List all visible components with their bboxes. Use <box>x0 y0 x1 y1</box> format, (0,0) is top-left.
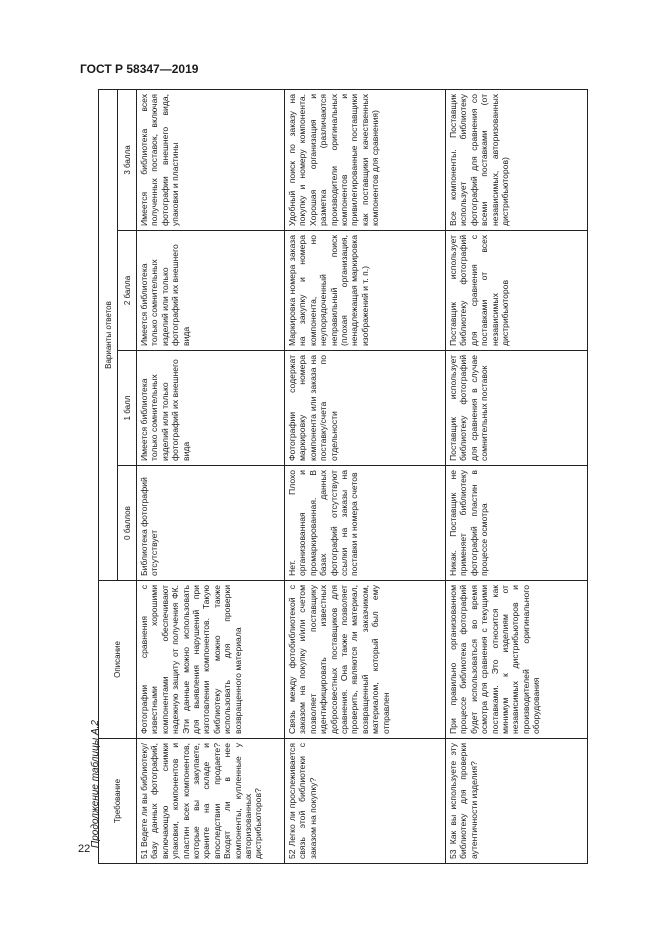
cell-score2: Маркировка номера заказа на закупку и номера компонента, но неупорядоченный неправильный поиск (плохая организация, ненадлежащая маркировка изображений и т. п.) <box>285 231 446 351</box>
cell-requirement: 52 Легко ли прослеживается связь этой библиотеки с заказом на покупку? <box>285 739 446 864</box>
cell-score1: Имеется библиотека только сомнительных изделий или только фотографий их внешнего вида <box>137 351 285 466</box>
cell-score2: Имеется библиотека только сомнительных изделий или только фотографий их внешнего вида <box>137 231 285 351</box>
cell-score1: Фотографии содержат маркировку номера компонента или заказа на поставку/счета по отдельности <box>285 351 446 466</box>
col-score0: 0 баллов <box>118 466 137 581</box>
table-row <box>285 89 446 863</box>
cell-score3: Удобный поиск по заказу на покупку и номеру компонента. Хорошая организация и разметка (различаются производители оригинальных компонентов и привилегированные поставщики как поставщики качественных компонентов для сравнения) <box>285 89 446 230</box>
col-score3: 3 балла <box>118 89 137 230</box>
table-continuation-caption: Продолжение таблицы А.2 <box>90 720 101 848</box>
col-description: Описание <box>99 581 137 739</box>
header-row <box>99 89 118 863</box>
cell-score0: Нет. Плохо организованная и промаркированная. В базах данных фотографий отсутствуют ссылки на заказы на поставки и номера счетов <box>285 466 446 581</box>
page-number: 22 <box>78 843 91 855</box>
requirements-table <box>98 89 588 864</box>
col-requirement: Требование <box>99 739 137 864</box>
cell-score1: Поставщик использует библиотеку фотографий для сравнения в случае сомнительных поставок <box>446 351 588 466</box>
cell-description: При правильно организованном процессе библиотека фотографий будет использоваться во время осмотра для сравнения с текущими поставками. Это относится как минимум к изделиям от независимых дистрибьюторов и производителей оригинального оборудования <box>446 581 588 739</box>
cell-score3: Все компоненты. Поставщик использует библиотеку фотографий для сравнения со всеми поставками (от независимых, авторизованных дистрибьюторов) <box>446 89 588 230</box>
cell-description: Фотографии сравнения с известными хорошими компонентами обеспечивают надежную защиту от получения ФК. Эти данные можно использовать для выявления нарушений при изготовлении компонентов. Такую библиотеку можно также использовать для проверки возвращенного материала <box>137 581 285 739</box>
col-score1: 1 балл <box>118 351 137 466</box>
cell-score2: Поставщик использует библиотеку фотографий для сравнения с поставками от всех независимых дистрибьюторов <box>446 231 588 351</box>
cell-requirement: 51 Ведете ли вы библиотеку/базу данных фотографий, включающую снимки упаковки, компонентов и пластин всех компонентов, которые вы закупаете, храните на складе и впоследствии продаете? Входят ли в нее компоненты, купленные у авторизованных дистрибьюторов? <box>137 739 285 864</box>
cell-score3: Имеется библиотека всех полученных поставок, включая фотографии внешнего вида, упаковки и пластины <box>137 89 285 230</box>
cell-description: Связь между фотобиблиотекой с заказом на покупку и/или счетом позволяет поставщику идентифицировать известных добросовестных поставщиков для сравнения. Она также позволяет проверить, являются ли материал, возвращенный заказчиком, материалом, который был ему отправлен <box>285 581 446 739</box>
cell-requirement: 53 Как вы используете эту библиотеку для проверки аутентичности изделия? <box>446 739 588 864</box>
cell-score0: Никак. Поставщик не применяет библиотеку фотографий пластин в процессе осмотра <box>446 466 588 581</box>
table-row <box>137 89 285 863</box>
table-row <box>446 89 588 863</box>
rotated-table-container <box>98 90 577 864</box>
standard-header: ГОСТ Р 58347—2019 <box>80 62 199 76</box>
cell-score0: Библиотека фотографий отсутствует <box>137 466 285 581</box>
col-score2: 2 балла <box>118 231 137 351</box>
col-answers: Варианты ответов <box>99 89 118 580</box>
